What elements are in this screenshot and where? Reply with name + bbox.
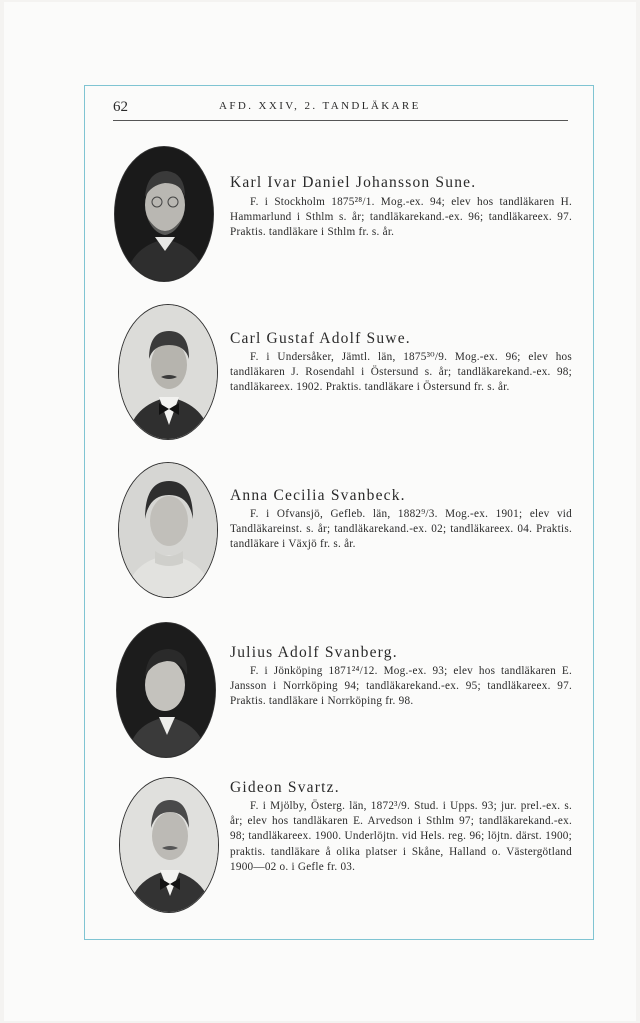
person-bio: F. i Ofvansjö, Gefleb. län, 1882⁹/3. Mog.-ex. 1901; elev vid Tandläkareinst. s. år; tandläkarekand.-ex. 02; tandläkareex. 04. Praktis. tandläkare i Växjö fr. s. år.	[230, 508, 572, 551]
person-name: Anna Cecilia Svanbeck.	[230, 487, 406, 504]
person-bio: F. i Stockholm 1875²⁸/1. Mog.-ex. 94; elev hos tandläkaren H. Hammarlund i Sthlm s. år; tandläkarekand.-ex. 96; tandläkareex. 97. Praktis. tandläkare i Sthlm fr. s. år.	[230, 196, 572, 239]
page-number: 62	[113, 99, 128, 115]
portrait-photo	[114, 146, 214, 282]
portrait-photo	[118, 462, 218, 598]
page-header	[113, 99, 568, 121]
header-rule	[113, 120, 568, 121]
person-name: Gideon Svartz.	[230, 779, 340, 796]
person-bio: F. i Mjölby, Österg. län, 1872³/9. Stud. i Upps. 93; jur. prel.-ex. s. år; elev hos tandläkaren E. Arvedson i Sthlm 97; tandläkarekand.-ex. 98; tandläkareex. 1900. Underlöjtn. vid Hels. reg. 96; löjtn. därst. 1900; praktis. tandläkare å olika platser i Skåne, Halland o. Västergötland 1900—02 o. i Gefle fr. 03.	[230, 800, 572, 873]
portrait-photo	[119, 777, 219, 913]
person-bio: F. i Undersåker, Jämtl. län, 1875³⁰/9. Mog.-ex. 96; elev hos tandläkaren J. Rosendahl i Östersund s. år; tandläkarekand.-ex. 98; tandläkareex. 1902. Praktis. tandläkare i Östersund fr. s. år.	[230, 351, 572, 394]
person-name: Julius Adolf Svanberg.	[230, 644, 398, 661]
person-name: Karl Ivar Daniel Johansson Sune.	[230, 174, 477, 191]
running-title: AFD. XXIV, 2. TANDLÄKARE	[219, 100, 421, 112]
portrait-photo	[118, 304, 218, 440]
person-bio: F. i Jönköping 1871²⁴/12. Mog.-ex. 93; elev hos tandläkaren E. Jansson i Norrköping 94; tandläkarekand.-ex. 95; tandläkareex. 97. Praktis. tandläkare i Norrköping fr. 98.	[230, 665, 572, 708]
person-name: Carl Gustaf Adolf Suwe.	[230, 330, 411, 347]
portrait-photo	[116, 622, 216, 758]
